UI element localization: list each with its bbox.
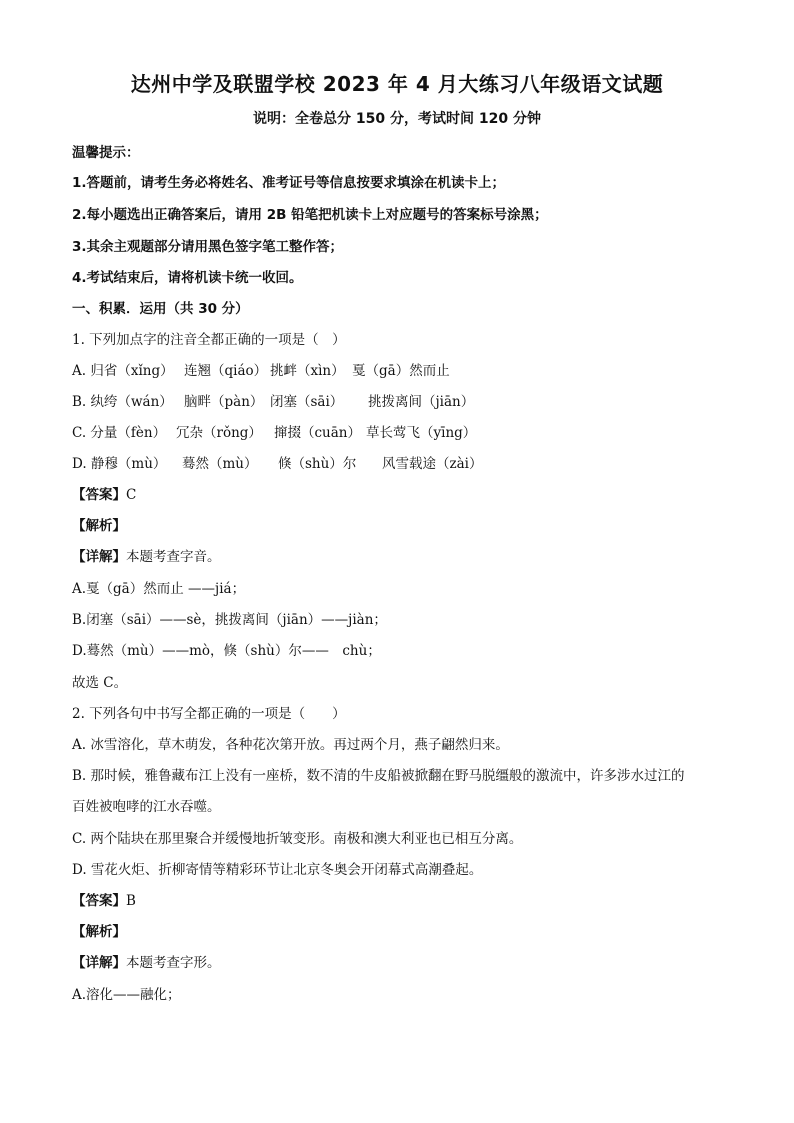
tip-item: 4.考试结束后，请将机读卡统一收回。 (72, 270, 303, 286)
q1-option-c (72, 421, 476, 441)
question-2-stem: 2. 下列各句中书写全都正确的一项是（ ） (72, 706, 346, 722)
question-1-stem: 1. 下列加点字的注音全都正确的一项是（ ） (72, 332, 346, 348)
detail-text: 本题考查字音。 (126, 549, 221, 565)
analysis-label: 【解析】 (72, 924, 126, 940)
option-part: 草长莺飞（yīng） (366, 425, 477, 441)
q1-option-b (72, 390, 474, 410)
tips-heading: 温馨提示： (72, 145, 140, 161)
q1-answer (72, 483, 136, 503)
option-part: B. 纨绔（wán） (72, 394, 173, 410)
detail-text: 本题考查字形。 (126, 955, 221, 971)
option-part: D. 静穆（mù） (72, 456, 167, 472)
explanation-line: 故选 C。 (72, 675, 128, 691)
tip-item: 3.其余主观题部分请用黑色签字笔工整作答； (72, 239, 344, 255)
analysis-label: 【解析】 (72, 518, 126, 534)
option-part: 戛（gā）然而止 (352, 363, 450, 379)
option-part: 撺掇（cuān） (274, 425, 361, 441)
explanation-line: A.戛（gā）然而止 ——jiá； (72, 581, 246, 597)
answer-label: 【答案】 (72, 487, 126, 503)
option-part: 挑衅（xìn） (270, 363, 345, 379)
option-part: 冗杂（rǒng） (176, 425, 262, 441)
option-part: 风雪载途（zài） (382, 456, 483, 472)
explanation-line: A.溶化——融化； (72, 987, 181, 1003)
q2-option-b: B. 那时候，雅鲁藏布江上没有一座桥，数不清的牛皮船被掀翻在野马脱缰般的激流中，许多涉水过江的 (72, 768, 685, 784)
page-title: 达州中学及联盟学校 2023 年 4 月大练习八年级语文试题 (130, 72, 664, 96)
option-part: 脑畔（pàn） (184, 394, 264, 410)
q2-detail (72, 951, 221, 971)
q2-option-c: C. 两个陆块在那里聚合并缓慢地折皱变形。南极和澳大利亚也已相互分离。 (72, 831, 523, 847)
option-part: C. 分量（fèn） (72, 425, 167, 441)
q2-option-b-cont: 百姓被咆哮的江水吞噬。 (72, 799, 221, 815)
q1-detail (72, 545, 221, 565)
tip-item: 2.每小题选出正确答案后，请用 2B 铅笔把机读卡上对应题号的答案标号涂黑； (72, 207, 548, 223)
answer-value: C (126, 487, 137, 503)
option-part: 挑拨离间（jiān） (368, 394, 475, 410)
q2-answer (72, 889, 136, 909)
option-part: 闭塞（sāi） (270, 394, 344, 410)
detail-label: 【详解】 (72, 955, 126, 971)
explanation-line: B.闭塞（sāi）——sè，挑拨离间（jiān）——jiàn； (72, 612, 387, 628)
q2-option-a: A. 冰雪溶化，草木萌发，各种花次第开放。再过两个月，燕子翩然归来。 (72, 737, 509, 753)
answer-value: B (126, 893, 136, 909)
page-subtitle: 说明：全卷总分 150 分，考试时间 120 分钟 (253, 111, 541, 127)
q1-option-d (72, 452, 482, 472)
q2-option-d: D. 雪花火炬、折柳寄情等精彩环节让北京冬奥会开闭幕式高潮叠起。 (72, 862, 483, 878)
q1-option-a (72, 359, 450, 379)
tip-item: 1.答题前，请考生务必将姓名、准考证号等信息按要求填涂在机读卡上； (72, 175, 506, 191)
answer-label: 【答案】 (72, 893, 126, 909)
option-part: A. 归省（xǐng） (72, 363, 174, 379)
detail-label: 【详解】 (72, 549, 126, 565)
option-part: 连翘（qiáo） (184, 363, 268, 379)
option-part: 蓦然（mù） (182, 456, 258, 472)
option-part: 倏（shù）尔 (278, 456, 357, 472)
explanation-line: D.蓦然（mù）——mò，倏（shù）尔—— chù； (72, 643, 381, 659)
section-heading: 一、积累．运用（共 30 分） (72, 301, 249, 317)
